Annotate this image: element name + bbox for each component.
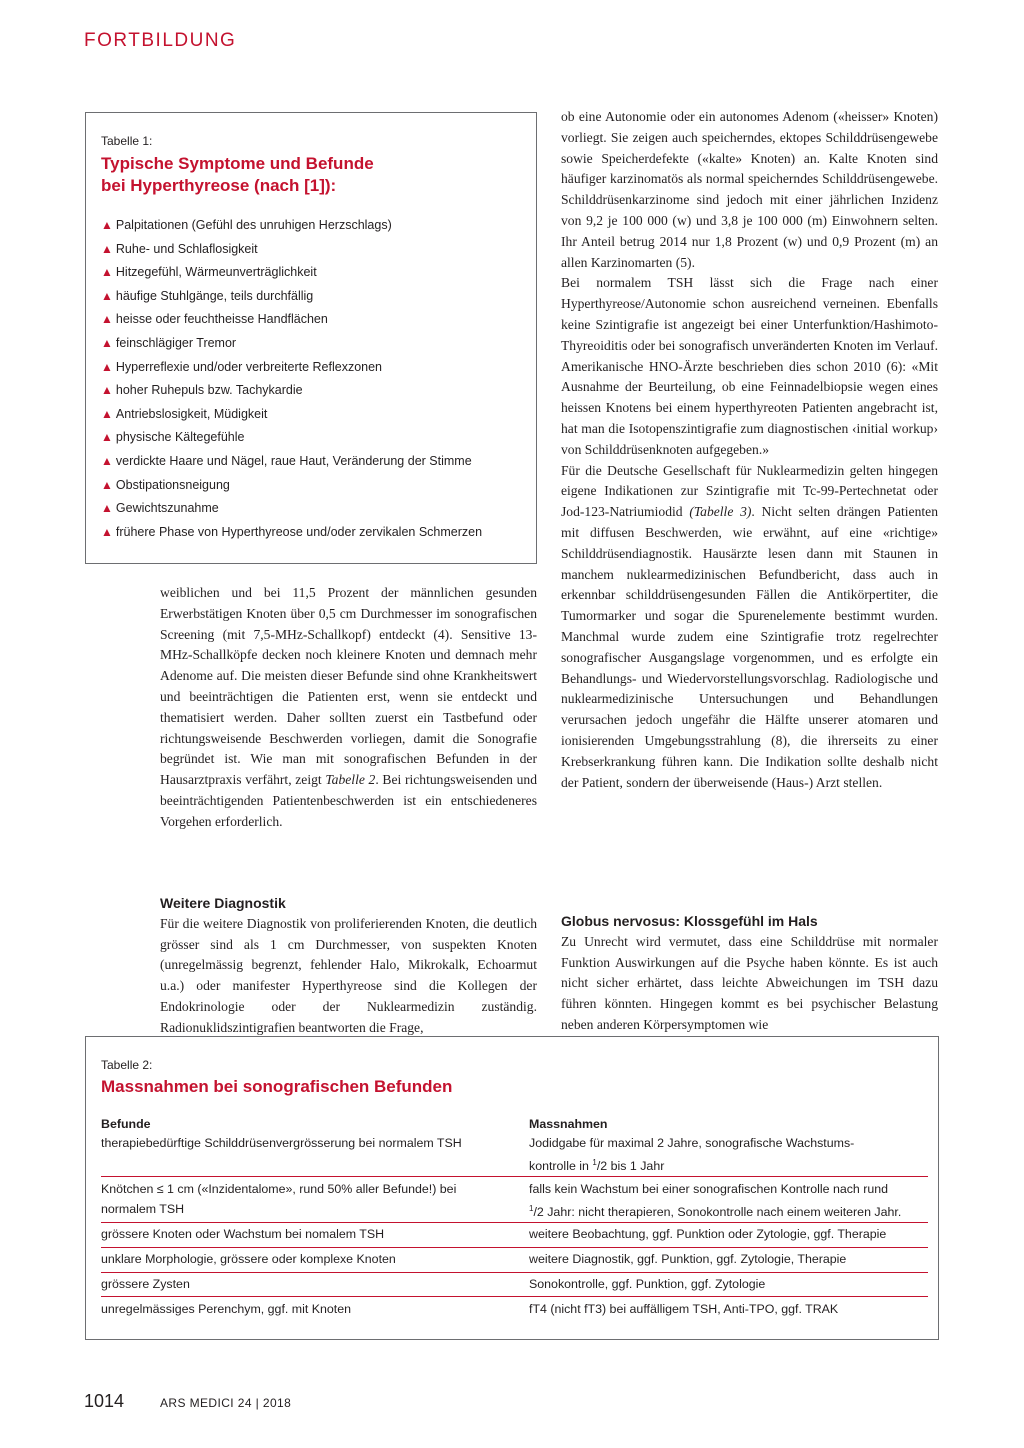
triangle-bullet-icon: ▲: [101, 218, 113, 232]
triangle-bullet-icon: ▲: [101, 501, 113, 516]
triangle-bullet-icon: ▲: [101, 288, 113, 303]
table-cell: falls kein Wachstum bei einer sonografischen Kontrolle nach rund $^1$/2 Jahr: nicht therapieren, Sonokontrolle nach einem weiteren Jahr.: [529, 1182, 902, 1220]
row-divider: [101, 1296, 928, 1297]
list-item: ▲ feinschlägiger Tremor: [101, 335, 237, 350]
table-reference: (Tabelle 3): [689, 504, 752, 520]
table-cell: unregelmässiges Perenchym, ggf. mit Knoten: [101, 1302, 352, 1316]
table-reference: Tabelle 2: [325, 772, 376, 788]
triangle-bullet-icon: ▲: [101, 335, 113, 350]
list-item: ▲ frühere Phase von Hyperthyreose und/oder zervikalen Schmerzen: [101, 524, 483, 539]
row-divider: [101, 1272, 928, 1273]
table1-title-line1: Typische Symptome und Befunde: [101, 154, 374, 173]
list-item: ▲ Hyperreflexie und/oder verbreiterte Reflexzonen: [101, 359, 383, 374]
right-column-text: [561, 107, 938, 793]
table-cell: grössere Knoten oder Wachstum bei nomalem TSH: [101, 1227, 385, 1241]
body-paragraph: weiblichen und bei 11,5 Prozent der männlichen gesunden Erwerbstätigen Knoten über 0,5 cm Durchmesser im sonografischen Screening (mit 7,5-MHz-Schallkopf) entdeckt (4). Sensitive 13-MHz-Schallköpfe decken noch kleinere Knoten und demnach mehr Adenome auf. Die meisten dieser Befunde sind ohne Krankheitswert und beeinträchtigen die Patienten erst, wenn sie entdeckt und thematisiert werden. Daher sollten zuerst ein Tastbefund oder richtungsweisende Beschwerden vorliegen, damit die Sonografie begründet ist. Wie man mit sonografischen Befunden in der Hausarztpraxis verfährt, zeigt Tabelle 2. Bei richtungsweisenden und beeinträchtigenden Patientenbeschwerden ist ein entschiedeneres Vorgehen erforderlich.: [160, 585, 537, 829]
table-cell: therapiebedürftige Schilddrüsenvergrösserung bei normalem TSH: [101, 1136, 462, 1150]
page-number: 1014: [84, 1391, 125, 1411]
body-paragraph: Für die weitere Diagnostik von proliferierenden Knoten, die deutlich grösser sind als 1 cm Durchmesser, von suspekten Knoten (unregelmässig begrenzt, fehlender Halo, Mikrokalk, Echoarmut u.a.) oder manifester Hyperthyreose sind die Kollegen der Endokrinologie oder der Nuklearmedizin zuständig. Radionuklidszintigrafien beantworten die Frage,: [160, 915, 537, 1035]
triangle-bullet-icon: ▲: [101, 241, 113, 256]
row-divider: [101, 1222, 928, 1223]
journal-name: ARS MEDICI 24 | 2018: [160, 1396, 292, 1410]
table-cell: Knötchen ≤ 1 cm («Inzidentalome», rund 50% aller Befunde!) bei normalem TSH: [101, 1182, 457, 1216]
symptom-list: [101, 214, 531, 544]
list-item: ▲ heisse oder feuchtheisse Handflächen: [101, 312, 328, 327]
triangle-bullet-icon: ▲: [101, 453, 113, 468]
table-cell: weitere Beobachtung, ggf. Punktion oder Zytologie, ggf. Therapie: [529, 1227, 887, 1241]
table2-title: Massnahmen bei sonografischen Befunden: [101, 1077, 453, 1096]
column-header-massnahmen: Massnahmen: [529, 1117, 608, 1131]
triangle-bullet-icon: ▲: [101, 265, 113, 280]
list-item: ▲ Palpitationen (Gefühl des unruhigen Herzschlags): [101, 218, 392, 232]
section-header: FORTBILDUNG: [84, 30, 237, 51]
body-paragraph: ob eine Autonomie oder ein autonomes Adenom («heisser» Knoten) vorliegt. Sie zeigen auch speicherndes, ektopes Schilddrüsengewebe sowie Speicherdefekte («kalte» Knoten) an. Kalte Knoten sind häufiger karzinomatös als normal speicherndes Schilddrüsengewebe. Schilddrüsenkarzinome sind jedoch mit einer jährlichen Inzidenz von 9,2 je 100 000 (w) und 3,8 je 100 000 (m) Einwohnern selten. Ihr Anteil betrug 2014 nur 1,8 Prozent (w) und 0,9 Prozent (m) an allen Karzinomarten (5).: [561, 109, 938, 270]
column-header-befunde: Befunde: [101, 1117, 151, 1131]
table-cell: grössere Zysten: [101, 1277, 190, 1291]
right-column-section: [561, 911, 938, 1036]
table-cell: Sonokontrolle, ggf. Punktion, ggf. Zytologie: [529, 1277, 766, 1291]
body-paragraph: Für die Deutsche Gesellschaft für Nuklearmedizin gelten hingegen eigene Indikationen zur Szintigrafie mit Tc-99-Pertechnetat oder Jod-123-Natriumiodid (Tabelle 3). Nicht selten drängen Patienten mit diffusen Beschwerden, wie erwähnt, auf eine «richtige» Schilddrüsendiagnostik. Hausärzte lesen dann mit Staunen in manchem nuklearmedizinischen Befundbericht, dass auch in erkennbar schilddrüsengesunden Fällen die Antikörpertiter, die Tumormarker und sogar die Spurenelemente bestimmt wurden. Manchmal wurde zudem eine Szintigrafie trotz regelrechter sonografischer Ausgangslage vorgenommen, und es erfolgte ein Behandlungs- und Wiedervorstellungsvorschlag. Radiologische und nuklearmedizinische Untersuchungen und Behandlungen verursachen jedoch ungefähr die Hälfte unserer atomaren und ionisierenden Umgebungsstrahlung (8), die ihrerseits zu einer Krebserkrankung führen kann. Die Indikation sollte deshalb nicht der Patient, sondern der überweisende (Haus-) Arzt stellen.: [561, 462, 938, 790]
row-divider: [101, 1247, 928, 1248]
table-cell: weitere Diagnostik, ggf. Punktion, ggf. Zytologie, Therapie: [529, 1252, 847, 1266]
list-item: ▲ verdickte Haare und Nägel, raue Haut, Veränderung der Stimme: [101, 453, 472, 468]
triangle-bullet-icon: ▲: [101, 383, 113, 398]
triangle-bullet-icon: ▲: [101, 312, 113, 327]
section-heading: Globus nervosus: Klossgefühl im Hals: [561, 913, 818, 929]
body-paragraph: Bei normalem TSH lässt sich die Frage nach einer Hyperthyreose/Autonomie schon ausreichend verneinen. Ebenfalls keine Szintigrafie ist angezeigt bei einer Unterfunktion/Hashimoto-Thyreoiditis oder bei sonografisch unveränderten Knoten im Verlauf. Amerikanische HNO-Ärzte beschrieben dies schon 2010 (6): «Mit Ausnahme der Beurteilung, ob eine Feinnadelbiopsie wegen eines heissen Knotens bei einem hyperthyreoten Patienten angebracht ist, hat man die Isotopenszintigrafie zum diagnostischen ‹initial workup› von Schilddrüsenknoten aufgegeben.»: [561, 275, 938, 457]
row-divider: [101, 1176, 928, 1177]
triangle-bullet-icon: ▲: [101, 430, 113, 445]
table1-title: [101, 153, 374, 197]
list-item: ▲ Gewichtszunahme: [101, 501, 219, 516]
list-item: ▲ Antriebslosigkeit, Müdigkeit: [101, 406, 268, 421]
table-cell: Jodidgabe für maximal 2 Jahre, sonografische Wachstums- kontrolle in $^1$/2 bis 1 Jahr: [529, 1136, 855, 1174]
left-column-text: [160, 583, 537, 833]
triangle-bullet-icon: ▲: [101, 524, 113, 539]
left-column-section: [160, 893, 537, 1039]
list-item: ▲ Ruhe- und Schlaflosigkeit: [101, 241, 258, 256]
triangle-bullet-icon: ▲: [101, 359, 113, 374]
table-cell: fT4 (nicht fT3) bei auffälligem TSH, Anti-TPO, ggf. TRAK: [529, 1302, 839, 1316]
list-item: ▲ physische Kältegefühle: [101, 430, 245, 445]
triangle-bullet-icon: ▲: [101, 406, 113, 421]
table1-caption: Tabelle 1:: [101, 134, 153, 148]
section-heading: Weitere Diagnostik: [160, 895, 286, 911]
list-item: ▲ hoher Ruhepuls bzw. Tachykardie: [101, 383, 303, 398]
table-cell: unklare Morphologie, grössere oder komplexe Knoten: [101, 1252, 396, 1266]
table2-caption: Tabelle 2:: [101, 1058, 153, 1072]
triangle-bullet-icon: ▲: [101, 477, 113, 492]
list-item: ▲ Obstipationsneigung: [101, 477, 230, 492]
body-paragraph: Zu Unrecht wird vermutet, dass eine Schilddrüse mit normaler Funktion Auswirkungen auf die Psyche haben könnte. Es ist auch nicht sicher erhärtet, dass leichte Abweichungen im TSH dazu führen könnten. Hingegen kommt es bei psychischer Belastung neben anderen Körpersymptomen wie: [561, 933, 938, 1032]
list-item: ▲ häufige Stuhlgänge, teils durchfällig: [101, 288, 314, 303]
list-item: ▲ Hitzegefühl, Wärmeunverträglichkeit: [101, 265, 317, 280]
table1-title-line2: bei Hyperthyreose (nach [1]):: [101, 176, 337, 195]
